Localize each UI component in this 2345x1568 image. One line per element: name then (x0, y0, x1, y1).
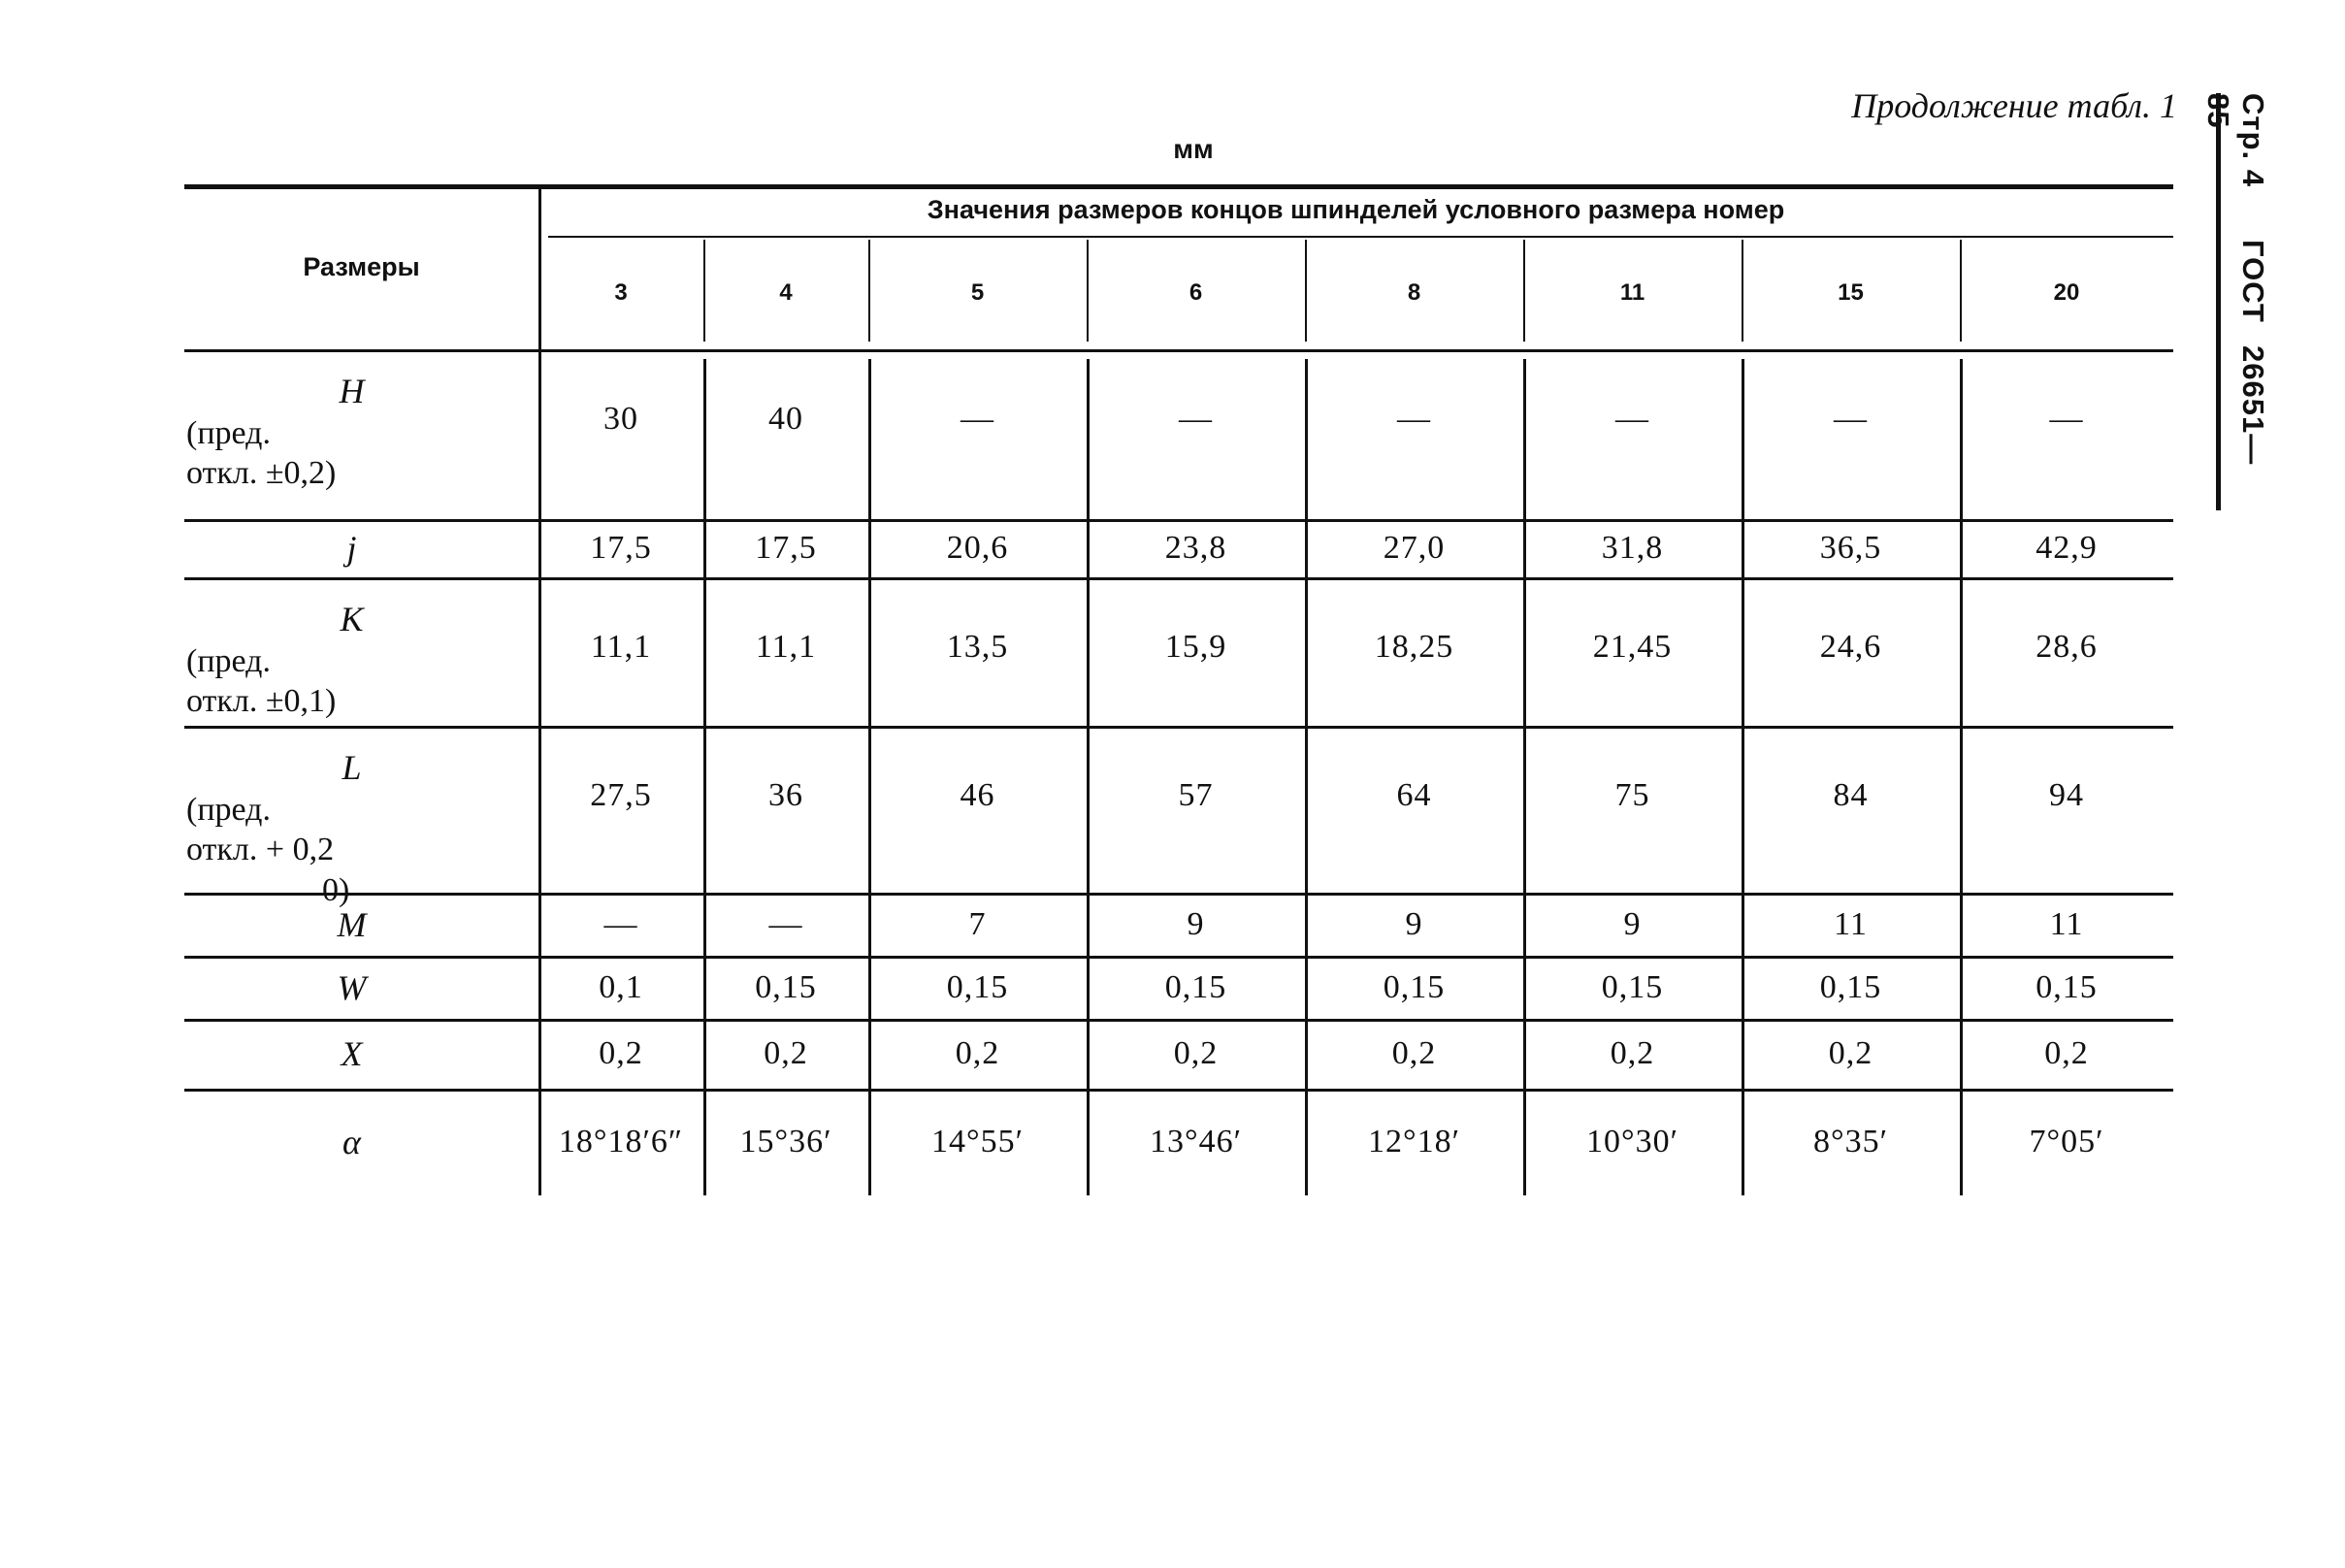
table-cell: 0,15 (1819, 968, 1882, 1005)
table-cell: 17,5 (590, 530, 652, 566)
row-rule (184, 726, 2173, 729)
row-symbol: W (337, 967, 367, 1007)
table-cell: 0,2 (1828, 1035, 1873, 1071)
column-header-15: 15 (1838, 278, 1864, 306)
table-cell: 17,5 (755, 530, 817, 566)
table-cell: 0,15 (1164, 968, 1227, 1005)
table-cell: 24,6 (1819, 629, 1882, 665)
units-label: мм (1173, 134, 1214, 164)
table-cell: 10°30′ (1585, 1124, 1679, 1160)
table-cell: 9 (1623, 905, 1642, 942)
table-cell: 14°55′ (930, 1124, 1025, 1160)
row-symbol: L (342, 748, 362, 787)
note-line: (пред. (186, 792, 271, 828)
note-line: (пред. (186, 643, 271, 679)
column-header-4: 4 (779, 278, 793, 306)
column-header-3: 3 (614, 278, 628, 306)
table-cell: 18°18′6″ (558, 1124, 684, 1160)
row-symbol: K (340, 600, 364, 638)
table-cell: 0,2 (1610, 1035, 1655, 1071)
note-line: 0) (322, 871, 350, 908)
table-cell: 8°35′ (1812, 1124, 1889, 1160)
table-cell: 42,9 (2036, 530, 2098, 566)
table-cell: 0,15 (755, 968, 817, 1005)
row-rule (184, 577, 2173, 580)
row-symbol: X (341, 1034, 363, 1073)
page-number: Стр. 4 (2236, 93, 2270, 187)
table-cell: 0,15 (1601, 968, 1664, 1005)
side-bar (2216, 93, 2221, 510)
table-cell: — (1834, 401, 1868, 437)
table-cell: — (768, 905, 803, 942)
table-cell: 9 (1187, 905, 1205, 942)
table-cell: 7°05′ (2029, 1124, 2104, 1160)
table-cell: 27,0 (1383, 530, 1446, 566)
column-header-6: 6 (1189, 278, 1203, 306)
header-bottom-rule (184, 349, 2173, 352)
table-cell: 36,5 (1819, 530, 1882, 566)
table-cell: 15,9 (1164, 629, 1227, 665)
table-cell: 15°36′ (739, 1124, 832, 1160)
group-header-label: Значения размеров концов шпинделей условного размера номер (927, 195, 1785, 224)
table-cell: 94 (2049, 777, 2084, 813)
table-cell: 46 (960, 777, 995, 813)
table-cell: 20,6 (946, 530, 1009, 566)
table-cell: 0,15 (1383, 968, 1446, 1005)
table-cell: — (1397, 401, 1431, 437)
table-cell: 75 (1614, 777, 1650, 813)
table-cell: 36 (768, 777, 803, 813)
row-symbol: α (342, 1123, 361, 1161)
column-header-20: 20 (2053, 278, 2080, 306)
standard-label: ГОСТ (2236, 239, 2270, 323)
table-cell: 57 (1178, 777, 1214, 813)
table-continuation-caption: Продолжение табл. 1 (1851, 86, 2177, 125)
table-cell: 11,1 (755, 629, 817, 665)
table-cell: 0,2 (764, 1035, 808, 1071)
table-cell: — (961, 401, 994, 437)
column-header-11: 11 (1619, 278, 1645, 306)
table-cell: 9 (1405, 905, 1423, 942)
table-cell: 12°18′ (1367, 1124, 1461, 1160)
table-cell: 64 (1396, 777, 1432, 813)
row-symbol: H (339, 372, 365, 410)
note-line: откл. ±0,2) (186, 455, 337, 492)
table-cell: 30 (603, 401, 638, 437)
table-cell: 23,8 (1164, 530, 1227, 566)
side-running-header (2201, 93, 2270, 510)
table-cell: 0,2 (1391, 1035, 1437, 1071)
table-cell: — (1179, 401, 1213, 437)
row-symbol: j (346, 529, 357, 568)
table-cell: 11 (2049, 905, 2084, 942)
table-cell: 84 (1833, 777, 1869, 813)
table-cell: 0,2 (955, 1035, 1000, 1071)
table-cell: 40 (768, 401, 803, 437)
row-symbol: M (337, 904, 367, 944)
table-cell: 21,45 (1592, 629, 1673, 665)
table-cell: 18,25 (1374, 629, 1454, 665)
table-cell: — (603, 905, 638, 942)
table-cell: 27,5 (590, 777, 652, 813)
table-cell: — (2049, 401, 2084, 437)
table-cell: — (1615, 401, 1649, 437)
note-line: откл. + 0,2 (186, 832, 335, 868)
row-tolerance-note (186, 413, 336, 494)
table-cell: 0,2 (2044, 1035, 2089, 1071)
table-cell: 31,8 (1601, 530, 1664, 566)
column-header-5: 5 (970, 278, 985, 306)
row-tolerance-note (186, 641, 336, 722)
side-page-marker (2201, 93, 2270, 510)
table-cell: 0,15 (946, 968, 1009, 1005)
table-cell: 28,6 (2036, 629, 2098, 665)
standard-number: 26651—85 (2201, 93, 2270, 466)
table-cell: 0,2 (1173, 1035, 1219, 1071)
table-cell: 0,15 (2036, 968, 2098, 1005)
row-header-label: Размеры (303, 251, 420, 281)
table-cell: 0,2 (599, 1035, 643, 1071)
table-cell: 0,1 (599, 968, 643, 1005)
note-line: (пред. (186, 415, 271, 451)
note-line: откл. ±0,1) (186, 683, 337, 720)
table-cell: 13,5 (946, 629, 1009, 665)
table-cell: 11,1 (590, 629, 652, 665)
table-cell: 11 (1834, 905, 1868, 942)
table-cell: 13°46′ (1149, 1124, 1243, 1160)
column-header-8: 8 (1407, 278, 1421, 306)
table-cell: 7 (968, 905, 987, 942)
